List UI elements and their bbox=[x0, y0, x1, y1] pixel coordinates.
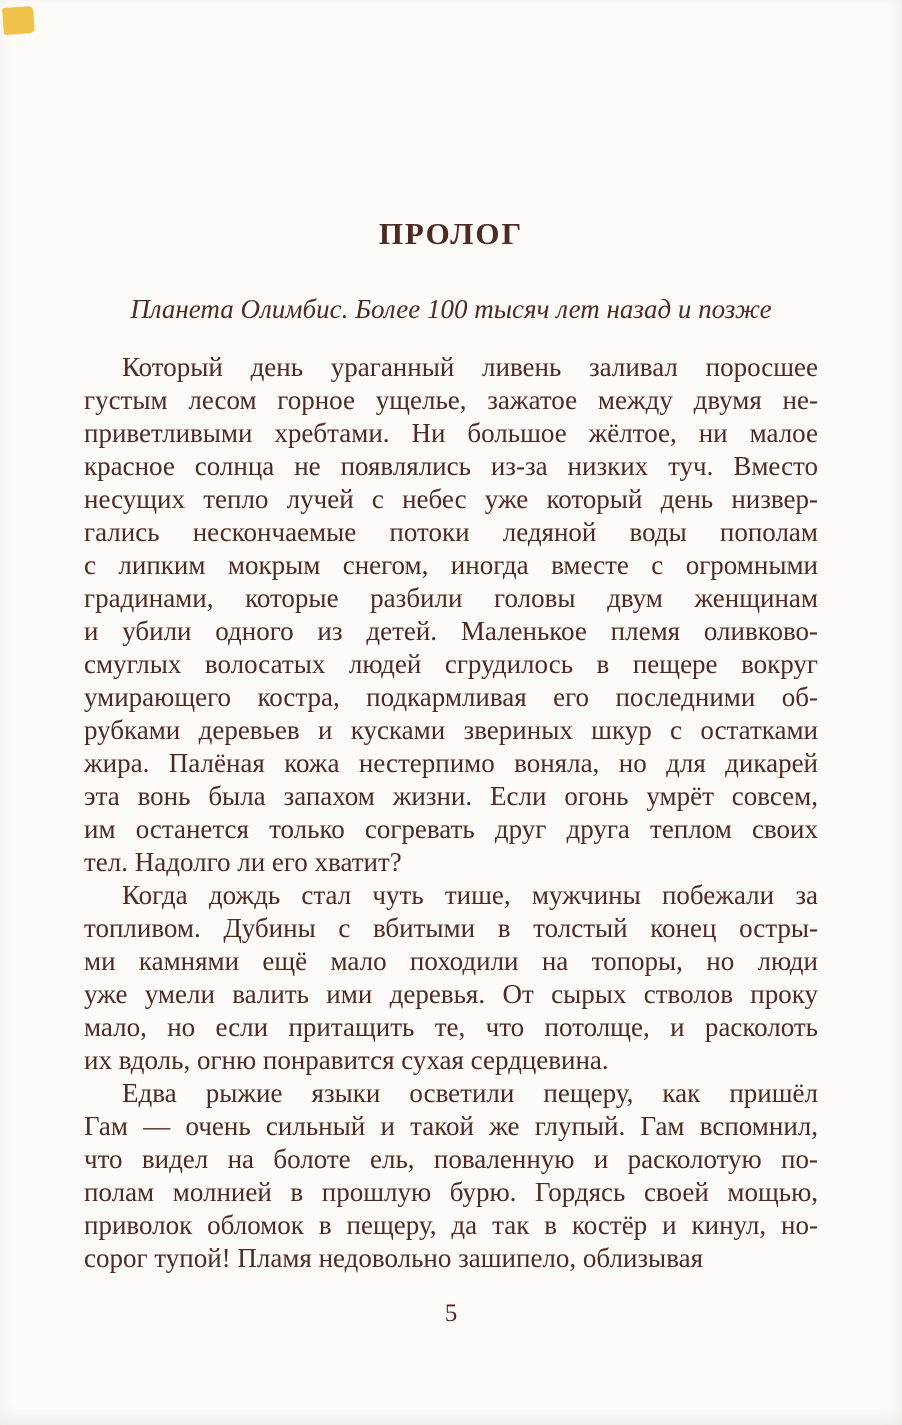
chapter-subtitle: Планета Олимбис. Более 100 тысяч лет назад и позже bbox=[130, 294, 772, 324]
paragraph bbox=[84, 351, 818, 879]
text-line: их вдоль, огню понравится сухая сердцевина. bbox=[84, 1045, 609, 1075]
page-number: 5 bbox=[444, 1300, 458, 1327]
text-line: им останется только согревать друг друга теплом своих bbox=[84, 814, 818, 844]
text-line: топливом. Дубины с вбитыми в толстый конец остры- bbox=[84, 913, 818, 943]
text-line: и убили одного из детей. Маленькое племя оливково- bbox=[84, 616, 818, 646]
text-line: Гам — очень сильный и такой же глупый. Гам вспомнил, bbox=[84, 1111, 818, 1141]
chapter-title: ПРОЛОГ bbox=[378, 216, 524, 251]
text-line: гались нескончаемые потоки ледяной воды пополам bbox=[84, 517, 818, 547]
text-line: эта вонь была запахом жизни. Если огонь умрёт совсем, bbox=[84, 781, 818, 811]
text-line: рубками деревьев и кусками звериных шкур с остатками bbox=[84, 715, 818, 745]
text-line: умирающего костра, подкармливая его последними об- bbox=[84, 682, 818, 712]
paragraph bbox=[84, 1077, 818, 1275]
text-line: тел. Надолго ли его хватит? bbox=[84, 847, 402, 877]
text-line: Едва рыжие языки осветили пещеру, как пришёл bbox=[122, 1078, 818, 1108]
text-line: густым лесом горное ущелье, зажатое между двумя не- bbox=[84, 385, 818, 415]
body-text bbox=[84, 351, 818, 1275]
bookmark-scan-artifact bbox=[2, 6, 35, 35]
text-line: жира. Палёная кожа нестерпимо воняла, но для дикарей bbox=[84, 748, 818, 778]
text-line: смуглых волосатых людей сгрудилось в пещере вокруг bbox=[84, 649, 818, 679]
text-line: Когда дождь стал чуть тише, мужчины побежали за bbox=[122, 880, 818, 910]
paragraph bbox=[84, 879, 818, 1077]
text-line: несущих тепло лучей с небес уже который день низвер- bbox=[84, 484, 818, 514]
text-line: Который день ураганный ливень заливал поросшее bbox=[122, 352, 818, 382]
text-line: приволок обломок в пещеру, да так в костёр и кинул, но- bbox=[84, 1210, 818, 1240]
text-line: сорог тупой! Пламя недовольно зашипело, облизывая bbox=[84, 1243, 703, 1273]
text-line: уже умели валить ими деревья. От сырых стволов проку bbox=[84, 979, 818, 1009]
text-line: что видел на болоте ель, поваленную и расколотую по- bbox=[84, 1144, 818, 1174]
text-line: ми камнями ещё мало походили на топоры, но люди bbox=[84, 946, 818, 976]
text-line: с липким мокрым снегом, иногда вместе с огромными bbox=[84, 550, 818, 580]
text-line: полам молнией в прошлую бурю. Гордясь своей мощью, bbox=[84, 1177, 818, 1207]
text-line: градинами, которые разбили головы двум женщинам bbox=[84, 583, 818, 613]
text-line: красное солнца не появлялись из-за низких туч. Вместо bbox=[84, 451, 818, 481]
text-line: приветливыми хребтами. Ни большое жёлтое, ни малое bbox=[84, 418, 818, 448]
text-line: мало, но если притащить те, что потолще, и расколоть bbox=[84, 1012, 818, 1042]
